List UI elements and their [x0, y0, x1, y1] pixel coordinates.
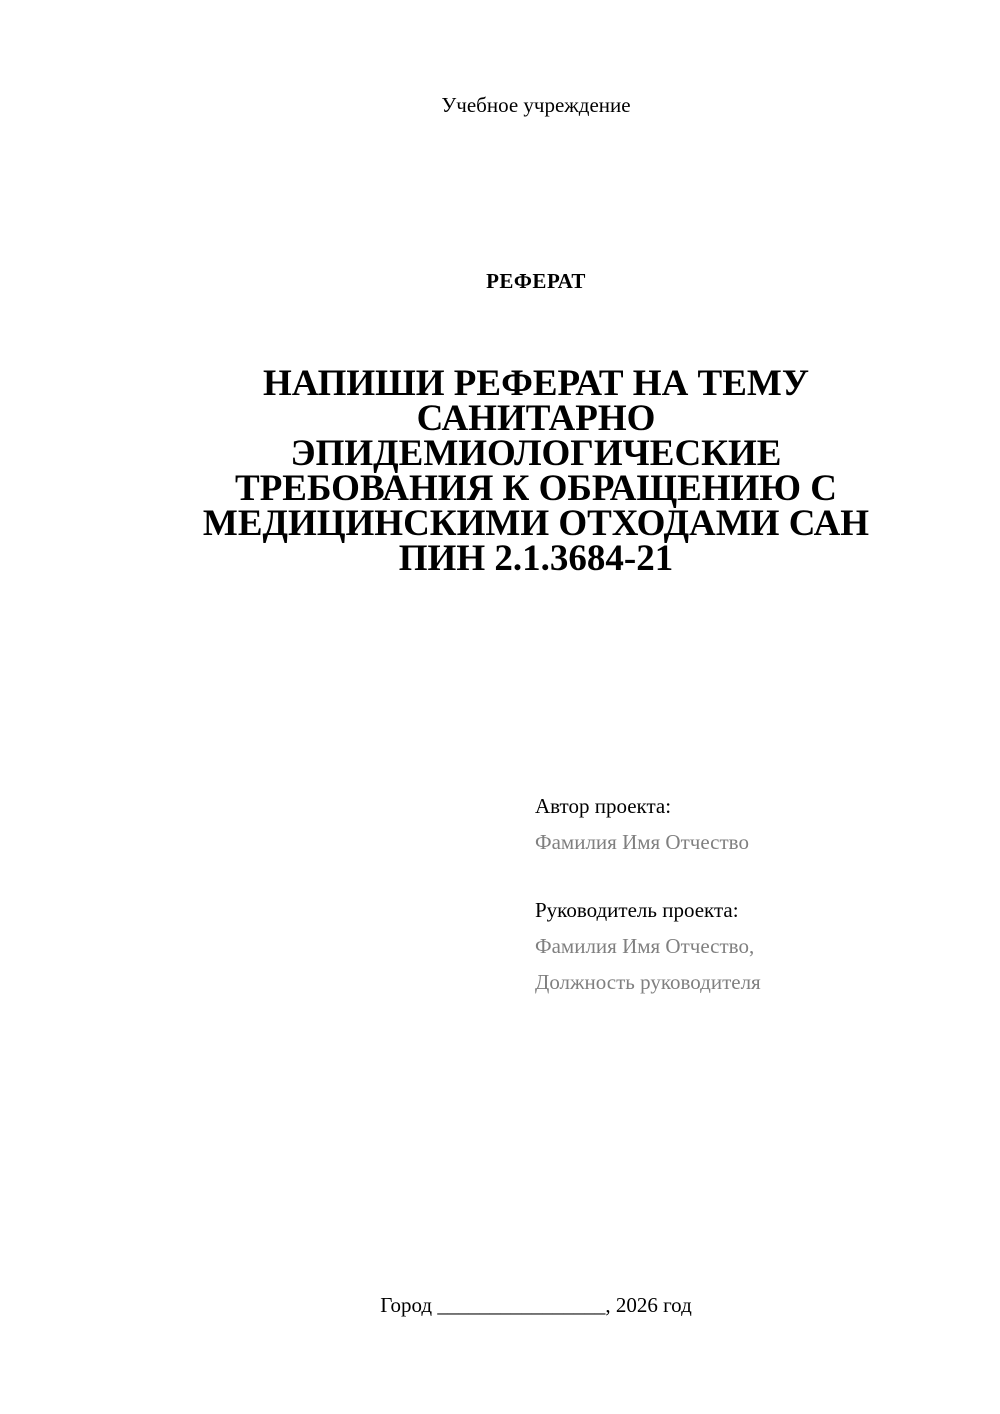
city-label: Город — [380, 1293, 433, 1317]
author-label: Автор проекта: — [535, 794, 672, 818]
supervisor-label: Руководитель проекта: — [535, 898, 739, 922]
city-year-line — [0, 1291, 1000, 1319]
supervisor-position: Должность руководителя — [535, 970, 761, 994]
author-block — [535, 788, 975, 860]
supervisor-block — [535, 892, 975, 1000]
year-text: , 2026 год — [605, 1293, 692, 1317]
author-name: Фамилия Имя Отчество — [535, 830, 749, 854]
document-title: НАПИШИ РЕФЕРАТ НА ТЕМУ САНИТАРНО ЭПИДЕМИОЛОГИЧЕСКИЕ ТРЕБОВАНИЯ К ОБРАЩЕНИЮ С МЕДИЦИНСКИМИ ОТХОДАМИ САН ПИН 2.1.3684-21 — [202, 363, 870, 579]
institution-name: Учебное учреждение — [441, 93, 631, 117]
supervisor-name: Фамилия Имя Отчество, — [535, 934, 755, 958]
document-type-label: РЕФЕРАТ — [486, 269, 586, 293]
city-blank-line: ________________ — [437, 1293, 606, 1317]
